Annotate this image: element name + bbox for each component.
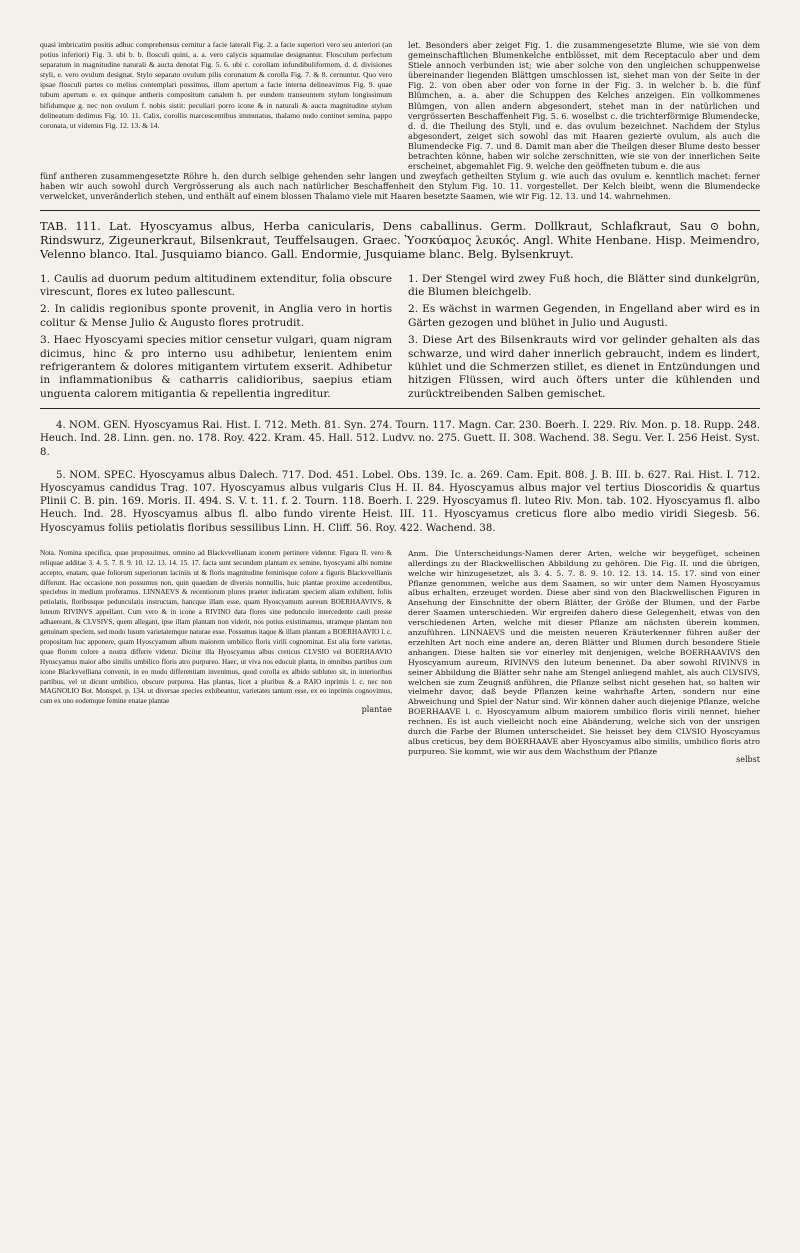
nota-columns: [40, 549, 760, 764]
nota-latin-column: [40, 549, 392, 764]
catchword-latin: plantae: [361, 705, 392, 715]
nomen-genericum: 4. NOM. GEN. Hyoscyamus Rai. Hist. I. 712. Meth. 81. Syn. 274. Tourn. 117. Magn. Car. 230. Boerh. I. 229. Riv. Mon. p. 18. Rupp. 248. Heuch. Ind. 28. Linn. gen. no. 178. Roy. 422. Kram. 45. Hall. 512. Ludvv. no. 275. Guett. II. 308. Wachend. 38. Segu. Ver. I. 256 Heist. Syst. 8.: [40, 420, 760, 458]
german-item-1: 1. Der Stengel wird zwey Fuß hoch, die Blätter sind dunkelgrün, die Blumen bleichgelb.: [408, 272, 760, 298]
latin-item-3: 3. Haec Hyoscyami species mitior censetur vulgari, quam nigram dicimus, hinc & pro interno usu adhibetur, lenientem enim refrigerantem & dolores mitigantem virtutem exserit. Adhibetur in inflammationibus & catharris calidioribus, saepius etiam unguenta calorem mitigantia & repellentia ingreditur.: [40, 334, 392, 400]
catchword-german: selbst: [736, 754, 760, 764]
page: [40, 40, 760, 764]
description-columns: [40, 273, 760, 406]
german-item-2: 2. Es wächst in warmen Gegenden, in Engelland aber wird es in Gärten gezogen und blühet in Julio und Augusti.: [408, 303, 760, 329]
nota-latin: Nota. Nomina specifica, quae proposuimus, omnino ad Blackvvellianam iconem pertinere videntur. Figura II. vero & reliquae additae 3. 4. 5. 7. 8. 9. 10. 12. 13. 14. 15. 17. facta sunt secundum plantam ex semine, hyoscyami albi nomine accepto, enatam, quae foliorum superiorum laciniis ut & floris magnitudine feminisque colore a figuris Blackvvellianis differunt. Hac occasione non possumus non, quin quaedam de diversis nonnullis, huic plantae proxime accedentibus, speciebus in medium proferamus. LINNAEVS & recentiorum plures praeter indicatam speciem aliam exhibent, foliis petiolatis, floribusque pedunculatis instructam, hancque illam esse, quam Hyoscyamum aureum BOERHAAVIVS, & luteum RIVINVS appellant. Cum vero & in icone a RIVINO data flores sine pedunculo intercedente cauli presse adhaereant, & CLVSIVS, quem allegant, ipse illam plantam non viderit, nos potius existimamus, utramque plantam non genuinam speciem, sed modo lusum varietatemque naturae esse. Possumus itaque & illam plantam a BOERHAAVIO l. c. propositam huc apponere, quam Hyoscyamum album maiorem umbilico floris virili cognominat. Est alia forte varietas, quae florum colore a nostra differre videtur. Dicitur illa Hyoscyamus albus creticus CLVSIO vel BOERHAAVIO Hyoscyamus maior albo similis umbilico floris atro purpureo. Haec, ut viva nos edocuit planta, in omnibus partibus cum icone Blackvvelliana convenit, in eo modo differentiam invenimus, quod corolla ex albido subluteo sit, in interioribus partibus, vel ut dicunt umbilico, obscure purpurea. Has plantas, licet a pluribus & a RAIO inprimis l. c. nec non MAGNOLIO Bot. Monspel. p. 134. ut diversae species exhibeantur, varietates tantum esse, ex eo inprimis cognovimus, cum ex uno eodemque femine enatae plantae: [40, 548, 392, 706]
nota-german: Anm. Die Unterscheidungs-Namen derer Arten, welche wir beygefüget, scheinen allerdings zu der Blackwellischen Abbildung zu gehören. Die Fig. II. und die übrigen, welche wir hinzugesetzet, als 3. 4. 5. 7. 8. 9. 10. 12. 13. 14. 15. 17. sind von einer Pflanze genommen, welche aus dem Saamen, so wir unter dem Namen Hyoscyamus albus erhalten, erzeuget worden. Diese aber sind von den Blackwellischen Figuren in Ansehung der Einschnitte der obern Blätter, der Größe der Blumen, und der Farbe derer Saamen unterschieden. Wir ergreifen dahero diese Gelegenheit, etwas von den verschiedenen Arten, welche mit dieser Pflanze am nächsten überein kommen, anzuführen. LINNAEVS und die meisten neueren Kräuterkenner führen außer der erzehlten Art noch eine andere an, deren Blätter und Blumen durch besondere Stiele anhangen. Diese halten sie vor einerley mit denjenigen, welche BOERHAAVIVS den Hyoscyamum aureum, RIVINVS den luteum benennet. Da aber sowohl RIVINVS in seiner Abbildung die Blätter sehr nahe am Stengel anliegend mahlet, als auch CLVSIVS, welchen sie zum Zeugniß anführen, die Pflanze selbst nicht gesehen hat, so halten wir vielmehr davor, daß beyde Pflanzen keine wahrhafte Arten, sondern nur eine Abweichung und Spiel der Natur sind. Wir können daher auch diejenige Pflanze, welche BOERHAAVE l. c. Hyoscyamum album maiorem umbilico floris virili nennet, hieher rechnen. Es ist auch vielleicht noch eine Abänderung, welche sich von der unsrigen durch die Farbe der Blumen unterscheidet. Sie heisset bey dem CLVSIO Hyoscyamus albus creticus, bey dem BOERHAAVE aber Hyoscyamus albo similis, umbilico floris atro purpureo. Sie kommt, wie wir aus dem Wachsthum der Pflanze: [408, 548, 760, 756]
nomen-specificum: 5. NOM. SPEC. Hyoscyamus albus Dalech. 717. Dod. 451. Lobel. Obs. 139. Ic. a. 269. Cam. Epit. 808. J. B. III. b. 627. Rai. Hist. I. 712. Hyoscyamus candidus Trag. 107. Hyoscyamus albus vulgaris Clus H. II. 84. Hyoscyamus albus major vel tertius Dioscoridis & quartus Plinii C. B. pin. 169. Moris. II. 494. S. V. t. 11. f. 2. Tourn. 118. Boerh. I. 229. Hyoscyamus fl. luteo Riv. Mon. tab. 102. Hyoscyamus fl. albo Heuch. Ind. 28. Hyoscyamus albus fl. albo fundo virente Heist. III. 11. Hyoscyamus creticus flore albo medio viridi Siegesb. 56. Hyoscyamus foliis petiolatis floribus sessilibus Linn. H. Cliff. 56. Roy. 422. Wachend. 38.: [40, 469, 760, 534]
short-divider: [40, 408, 760, 409]
tab-heading: TAB. 111. Lat. Hyoscyamus albus, Herba canicularis, Dens caballinus. Germ. Dollkraut, Schlafkraut, Sau ⊙ bohn, Rindswurz, Zigeunerkraut, Bilsenkraut, Teuffelsaugen. Graec. Ὑοσκύαμος λευκός. Angl. White Henbane. Hisp. Meimendro, Velenno blanco. Ital. Jusquiamo bianco. Gall. Endormie, Jusquiame blanc. Belg. Bylsenkruyt.: [40, 218, 760, 261]
intro-columns: [40, 40, 760, 171]
latin-item-1: 1. Caulis ad duorum pedum altitudinem extenditur, folia obscure virescunt, flores ex luteo pallescunt.: [40, 272, 392, 298]
latin-item-2: 2. In calidis regionibus sponte provenit, in Anglia vero in hortis colitur & Mense Julio & Augusto flores protrudit.: [40, 303, 392, 329]
nota-german-column: [408, 549, 760, 764]
intro-german: let. Besonders aber zeiget Fig. 1. die zusammengesetzte Blume, wie sie von dem gemeinschaftlichen Blumenkelche entblösset, mit dem Receptaculo aber und dem Stiele annoch verbunden ist; wie aber solche von den ungleichen schuppenweise übereinander liegenden Blättgen umschlossen ist, siehet man von der Seite in der Fig. 2. von oben aber oder von forne in der Fig. 3. in welcher b. b. die fünf Blümchen, a. a. aber die Schuppen des Kelches anzeigen. Ein vollkommenes Blümgen, von allen andern abgesondert, stehet man in der natürlichen und vergrösserten Beschaffenheit Fig. 5. 6. woselbst c. die trichterförmige Blumendecke, d. d. die Theilung des Styli, und e. das ovulum bezeichnet. Nachdem der Stylus abgesondert, zeiget sich sowohl das mit Haaren gezierte ovulum, als auch die Blumendecke Fig. 7. und 8. Damit man aber die Theilgen dieser Blume desto besser betrachten könne, haben wir solche zerschnitten, wie sie von der innerlichen Seite erscheinet, abgemahlet Fig. 9. welche den geöffneten tubum e. die aus: [408, 40, 760, 172]
description-latin: [40, 273, 392, 406]
german-item-3: 3. Diese Art des Bilsenkrauts wird vor gelinder gehalten als das schwarze, und wird daher innerlich gebraucht, indem es lindert, kühlet und die Schmerzen stillet, es dienet in Entzündungen und hitzigen Flüssen, wird auch öfters unter die kühlenden und zurücktreibenden Salben gemischet.: [408, 334, 760, 400]
description-german: [408, 273, 760, 406]
intro-german-continued: fünf antheren zusammengesetzte Röhre h. den durch selbige gehenden sehr langen und zweyfach getheilten Stylum g. wie auch das ovulum e. kenntlich machet: ferner haben wir auch sowohl durch Vergrösserung als auch nach natürlicher Beschaffenheit den Stylum Fig. 10. 11. vorgestellet. Der Kelch bleibt, wenn die Blumendecke verwelcket, unveränderlich stehen, und enthält auf einem blossen Thalamo viele mit Haaren besetzte Saamen, wie wir Fig. 12. 13. und 14. wahrnehmen.: [40, 171, 760, 202]
section-divider: [40, 210, 760, 211]
intro-latin: quasi imbricatim positis adhuc comprehensus cernitur a facie laterali Fig. 2. a facie superiori vero seu anteriori (an potius inferiori) Fig. 3. ubi b. b. flosculi quini, a. a. vero calycis squamulae designantur. Flosculum perfectum separatum in magnitudine naturali & aucta denotat Fig. 5. 6. ubi c. corollam infundibuliformem, d. d. divisiones styli, e. vero ovulum designat. Stylo separato ovulum pilis coronatum & corolla Fig. 7. & 8. cernuntur. Quo vero ipsae flosculi partes co melius contemplari possimus, illum apertum a facie interna delineavimus Fig. 9. quae tubum apertum e. ex quinque antheris compositum canalem h. per eundem transeuntem stylum longissimum bifidumque g. nec non ovulum f. nobis sistit: peculiari porro icone & in naturali & aucta magnitudine stylum delineatum dedimus Fig. 10. 11. Calix, corollis marcescentibus immutatus, thalamo nudo continet semina, pappo coronata, ut videmus Fig. 12. 13. & 14.: [40, 40, 392, 130]
